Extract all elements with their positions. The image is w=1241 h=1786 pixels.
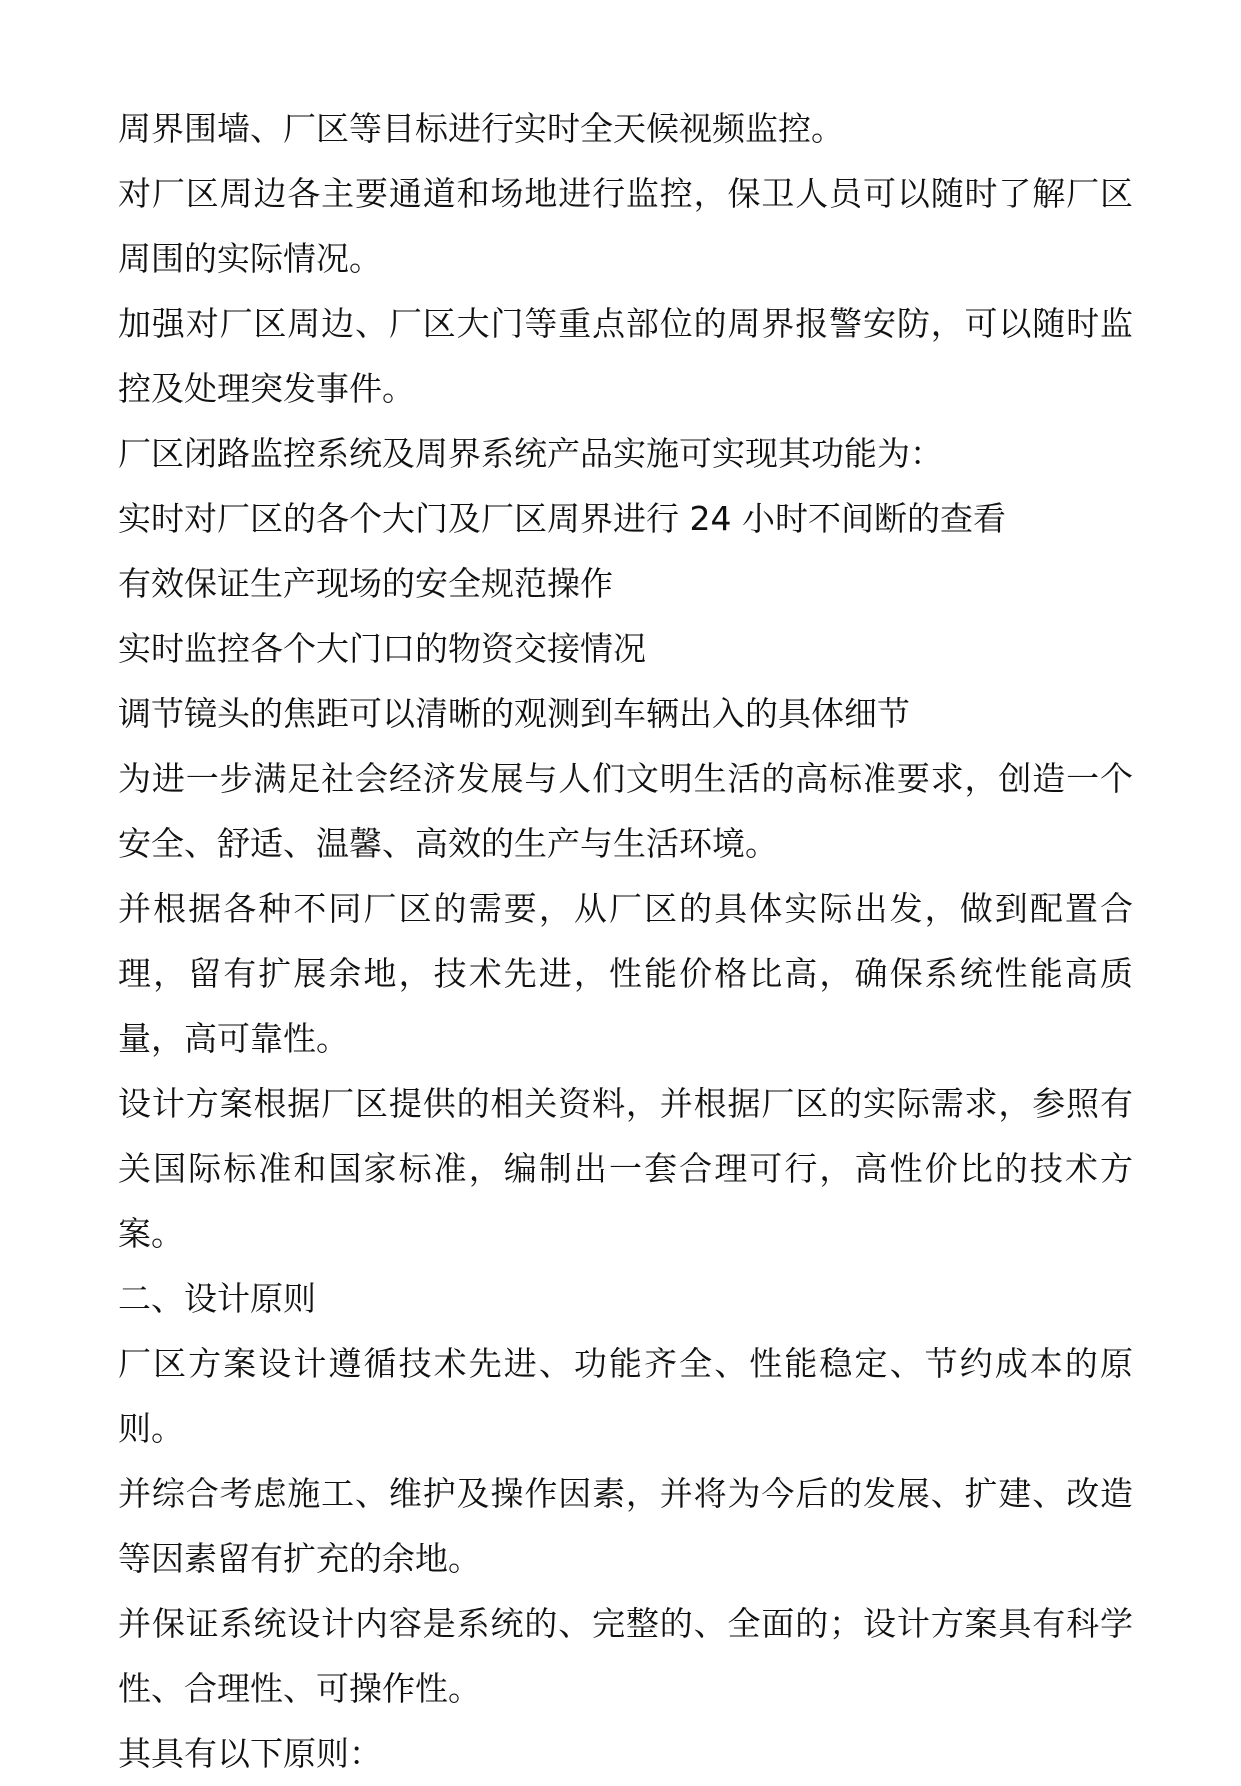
paragraph: 并根据各种不同厂区的需要，从厂区的具体实际出发，做到配置合理，留有扩展余地，技术先进，性能价格比高，确保系统性能高质量，高可靠性。 [118, 889, 1133, 1058]
section-heading: 二、设计原则 [118, 1279, 316, 1318]
document-body [118, 96, 1133, 1786]
paragraph: 其具有以下原则： [118, 1734, 382, 1773]
paragraph: 并综合考虑施工、维护及操作因素，并将为今后的发展、扩建、改造等因素留有扩充的余地。 [118, 1474, 1133, 1578]
paragraph: 设计方案根据厂区提供的相关资料，并根据厂区的实际需求，参照有关国际标准和国家标准，编制出一套合理可行，高性价比的技术方案。 [118, 1084, 1133, 1253]
paragraph: 并保证系统设计内容是系统的、完整的、全面的；设计方案具有科学性、合理性、可操作性。 [118, 1604, 1133, 1708]
list-item: 实时对厂区的各个大门及厂区周界进行 24 小时不间断的查看 [118, 499, 1006, 538]
list-item: 调节镜头的焦距可以清晰的观测到车辆出入的具体细节 [118, 694, 910, 733]
paragraph: 厂区闭路监控系统及周界系统产品实施可实现其功能为： [118, 434, 943, 473]
paragraph: 厂区方案设计遵循技术先进、功能齐全、性能稳定、节约成本的原则。 [118, 1344, 1133, 1448]
paragraph: 对厂区周边各主要通道和场地进行监控，保卫人员可以随时了解厂区周围的实际情况。 [118, 174, 1133, 278]
list-item: 有效保证生产现场的安全规范操作 [118, 564, 613, 603]
paragraph: 加强对厂区周边、厂区大门等重点部位的周界报警安防，可以随时监控及处理突发事件。 [118, 304, 1133, 408]
paragraph: 周界围墙、厂区等目标进行实时全天候视频监控。 [118, 109, 844, 148]
list-item: 实时监控各个大门口的物资交接情况 [118, 629, 646, 668]
paragraph: 为进一步满足社会经济发展与人们文明生活的高标准要求，创造一个安全、舒适、温馨、高效的生产与生活环境。 [118, 759, 1133, 863]
